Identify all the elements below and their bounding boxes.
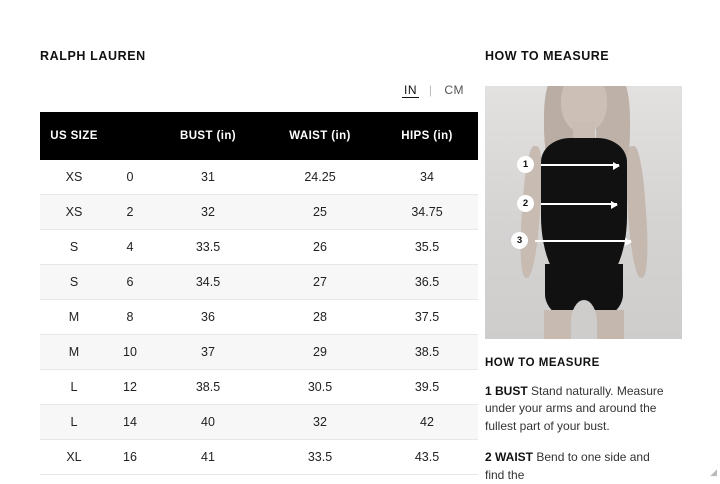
- cell-bust: 36: [152, 300, 264, 335]
- column-header-bust: BUST (in): [152, 112, 264, 160]
- hips-measure-line: [535, 240, 631, 242]
- cell-number: 14: [108, 405, 152, 440]
- table-row: [40, 160, 478, 195]
- cell-number: 8: [108, 300, 152, 335]
- cell-waist: 33.5: [264, 440, 376, 475]
- cell-number: 16: [108, 440, 152, 475]
- cell-bust: 41: [152, 440, 264, 475]
- brand-title: RALPH LAUREN: [40, 49, 146, 63]
- how-to-measure-heading: HOW TO MEASURE: [485, 357, 600, 369]
- cell-bust: 34.5: [152, 265, 264, 300]
- cell-hips: 37.5: [376, 300, 478, 335]
- cell-size: L: [40, 405, 108, 440]
- cell-number: 0: [108, 160, 152, 195]
- cell-number: 6: [108, 265, 152, 300]
- unit-separator: |: [428, 83, 433, 97]
- figure-leg-gap: [571, 300, 597, 339]
- cell-waist: 28: [264, 300, 376, 335]
- cell-size: M: [40, 300, 108, 335]
- cell-waist: 32: [264, 405, 376, 440]
- table-row: [40, 370, 478, 405]
- cell-bust: 40: [152, 405, 264, 440]
- waist-measure-line: [541, 203, 617, 205]
- cell-size: M: [40, 335, 108, 370]
- cell-hips: 38.5: [376, 335, 478, 370]
- cell-hips: 39.5: [376, 370, 478, 405]
- cell-number: 4: [108, 230, 152, 265]
- measure-instruction-waist-label: 2 WAIST: [485, 450, 534, 465]
- cell-bust: 33.5: [152, 230, 264, 265]
- table-header-row: [40, 112, 478, 160]
- how-to-measure-panel-title: HOW TO MEASURE: [485, 49, 610, 63]
- cell-hips: 42: [376, 405, 478, 440]
- table-row: [40, 265, 478, 300]
- column-header-hips: HIPS (in): [376, 112, 478, 160]
- column-header-us-size: US SIZE: [40, 112, 108, 160]
- cell-waist: 24.25: [264, 160, 376, 195]
- measure-instruction-bust: [485, 383, 665, 435]
- measure-instruction-bust-label: 1 BUST: [485, 384, 528, 398]
- cell-size: S: [40, 265, 108, 300]
- cell-waist: 30.5: [264, 370, 376, 405]
- cell-waist: 26: [264, 230, 376, 265]
- unit-toggle[interactable]: [40, 83, 468, 98]
- cell-waist: 27: [264, 265, 376, 300]
- size-chart-column: [40, 0, 468, 475]
- table-body: [40, 160, 478, 475]
- badge-waist: 2: [517, 195, 534, 212]
- cell-hips: 34.75: [376, 195, 478, 230]
- column-header-waist: WAIST (in): [264, 112, 376, 160]
- table-row: [40, 230, 478, 265]
- cell-hips: 43.5: [376, 440, 478, 475]
- cell-number: 2: [108, 195, 152, 230]
- cell-bust: 38.5: [152, 370, 264, 405]
- how-to-measure-column: [485, 0, 685, 484]
- cell-size: XL: [40, 440, 108, 475]
- column-header-number: [108, 112, 152, 160]
- cell-bust: 37: [152, 335, 264, 370]
- table-row: [40, 195, 478, 230]
- cell-hips: 34: [376, 160, 478, 195]
- cell-number: 10: [108, 335, 152, 370]
- cell-waist: 25: [264, 195, 376, 230]
- table-header: [40, 112, 478, 160]
- cell-bust: 31: [152, 160, 264, 195]
- cell-size: L: [40, 370, 108, 405]
- unit-option-cm[interactable]: CM: [444, 83, 464, 97]
- unit-option-in[interactable]: IN: [404, 83, 418, 97]
- measure-instruction-waist: [485, 449, 665, 484]
- cell-size: S: [40, 230, 108, 265]
- cell-waist: 29: [264, 335, 376, 370]
- bust-measure-line: [541, 164, 619, 166]
- cell-size: XS: [40, 195, 108, 230]
- badge-bust: 1: [517, 156, 534, 173]
- measurement-figure: [485, 86, 682, 339]
- measure-instruction-bust-text: Stand naturally. Measure under your arms and around the fullest part of your bust.: [485, 384, 664, 433]
- table-row: [40, 300, 478, 335]
- cell-hips: 35.5: [376, 230, 478, 265]
- cell-size: XS: [40, 160, 108, 195]
- table-row: [40, 440, 478, 475]
- scroll-indicator[interactable]: ◢: [710, 467, 717, 477]
- table-row: [40, 405, 478, 440]
- size-chart-table: [40, 112, 478, 475]
- measure-instruction-waist-text: Bend to one side and find the: [485, 450, 650, 482]
- cell-bust: 32: [152, 195, 264, 230]
- cell-number: 12: [108, 370, 152, 405]
- table-row: [40, 335, 478, 370]
- badge-hips: 3: [511, 232, 528, 249]
- cell-hips: 36.5: [376, 265, 478, 300]
